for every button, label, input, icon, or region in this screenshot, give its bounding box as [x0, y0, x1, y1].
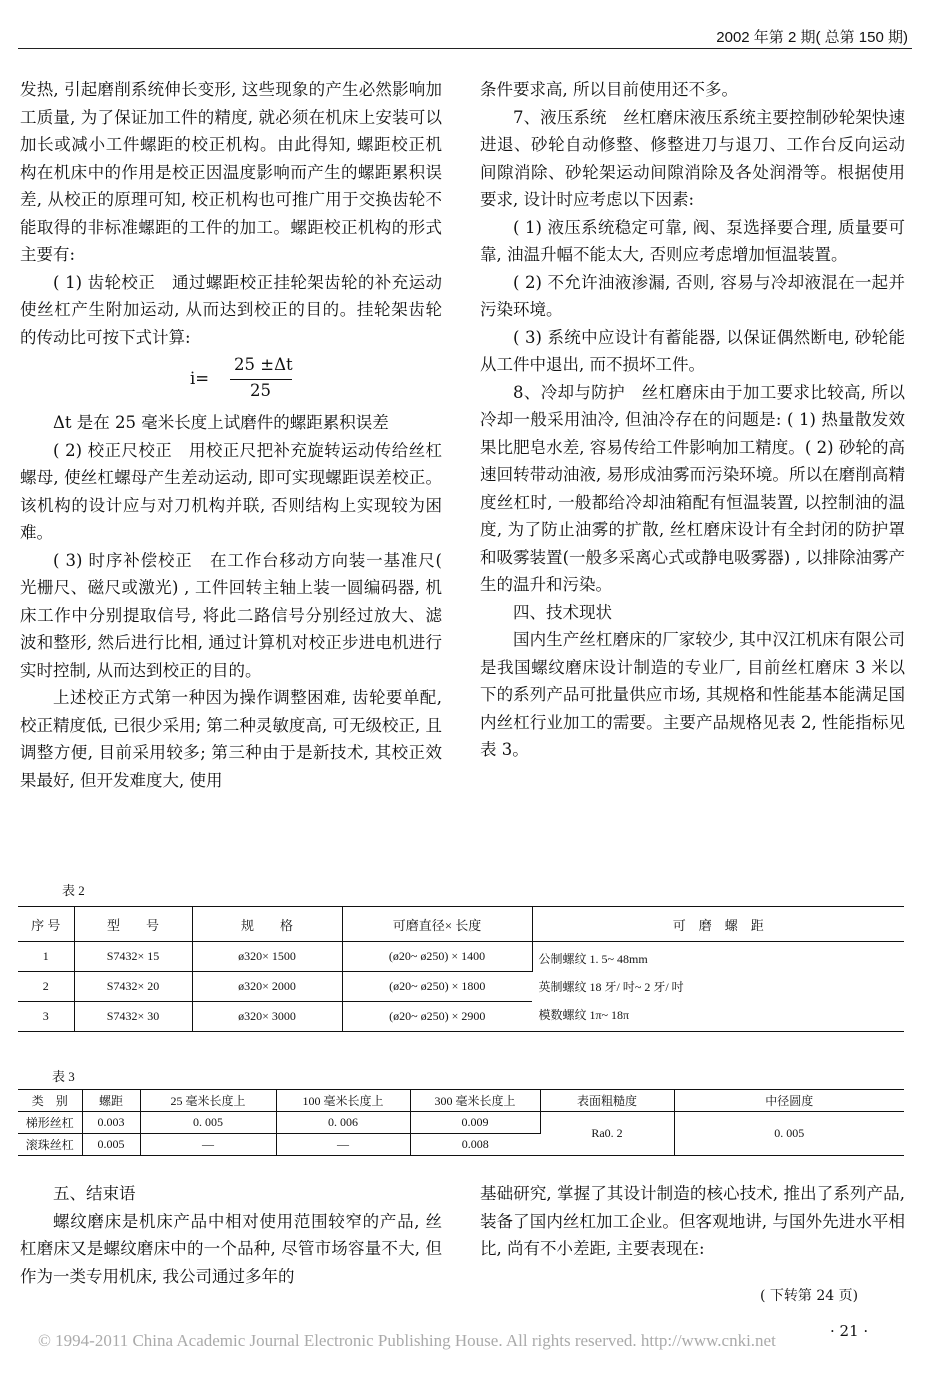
continued-note: ( 下转第 24 页)	[760, 1288, 859, 1304]
page-header	[18, 22, 912, 49]
paragraph: ( 2) 不允许油液渗漏, 否则, 容易与冷却液混在一起并污染环境。	[480, 272, 905, 319]
table-cell: 0.009	[410, 1112, 540, 1134]
column-header: 型 号	[74, 907, 192, 942]
table-cell: 0. 005	[140, 1112, 276, 1134]
table-row	[18, 942, 904, 972]
paragraph: ( 1) 液压系统稳定可靠, 阀、泵选择要合理, 质量要可靠, 油温升幅不能太大, 否则应考虑增加恒温装置。	[480, 217, 905, 264]
table-row	[18, 1112, 904, 1134]
table-cell: 梯形丝杠	[18, 1112, 82, 1134]
table-header-row	[18, 1090, 904, 1112]
page-number: · 21 ·	[830, 1322, 869, 1340]
table-cell: ø320× 3000	[192, 1002, 342, 1032]
table-cell: 0.003	[82, 1112, 140, 1134]
conclusion-column	[20, 1180, 442, 1290]
table-header-row	[18, 907, 904, 942]
formula-lhs: i=	[190, 369, 210, 388]
issue-label: 2002 年第 2 期( 总第 150 期)	[716, 29, 908, 46]
table-cell: S7432× 20	[74, 972, 192, 1002]
column-header: 100 毫米长度上	[276, 1090, 410, 1112]
table2-caption: 表 2	[62, 883, 85, 898]
table-cell: (ø20~ ø250) × 1400	[342, 942, 532, 972]
column-header: 300 毫米长度上	[410, 1090, 540, 1112]
column-header: 中径圆度	[674, 1090, 904, 1112]
table-3	[18, 1089, 904, 1156]
paragraph: 8、冷却与防护 丝杠磨床由于加工要求比较高, 所以冷却一般采用油冷, 但油冷存在的问题是: ( 1) 热量散发效果比肥皂水差, 容易传给工件影响加工精度。( 2) 砂轮的高速回转带动油液, 易形成油雾而污染环境。所以在磨削高精度丝杠时, 一般都给冷却油箱配有恒温装置, 以控制油的温度, 为了防止油雾的扩散, 丝杠磨床设计有全封闭的防护罩和吸雾装置(一般多采离心式或静电吸雾器) , 以排除油雾产生的温升和污染。	[480, 382, 905, 594]
roundness-cell: 0. 005	[674, 1112, 904, 1156]
right-column	[480, 76, 905, 764]
table-cell: —	[276, 1134, 410, 1156]
table-cell: 滚珠丝杠	[18, 1134, 82, 1156]
paragraph: 上述校正方式第一种因为操作调整困难, 齿轮要单配, 校正精度低, 已很少采用; 第二种灵敏度高, 可无级校正, 且调整方便, 目前采用较多; 第三种由于是新技术, 其校正效果最好, 但开发难度大, 使用	[20, 688, 442, 790]
paragraph: 条件要求高, 所以目前使用还不多。	[480, 80, 738, 99]
copyright-watermark: © 1994-2011 China Academic Journal Electronic Publishing House. All rights reserved. http://www.cnki.net	[38, 1331, 776, 1350]
table-2	[18, 906, 904, 1032]
paragraph: 基础研究, 掌握了其设计制造的核心技术, 推出了系列产品, 装备了国内丝杠加工企业。但客观地讲, 与国外先进水平相比, 尚有不小差距, 主要表现在:	[480, 1184, 905, 1258]
section-heading: 四、技术现状	[513, 602, 612, 622]
paragraph: Δt 是在 25 毫米长度上试磨件的螺距累积误差	[53, 413, 389, 432]
column-header: 25 毫米长度上	[140, 1090, 276, 1112]
paragraph: 螺纹磨床是机床产品中相对使用范围较窄的产品, 丝杠磨床又是螺纹磨床中的一个品种, 尽管市场容量不大, 但作为一类专用机床, 我公司通过多年的	[20, 1211, 442, 1286]
table-cell: 0.005	[82, 1134, 140, 1156]
pitch-cell	[532, 942, 904, 1032]
table-cell: S7432× 30	[74, 1002, 192, 1032]
column-header: 规 格	[192, 907, 342, 942]
paragraph: ( 3) 时序补偿校正 在工作台移动方向装一基准尺( 光栅尺、磁尺或激光) , 工件回转主轴上装一圆编码器, 机床工作中分别提取信号, 将此二路信号分别经过放大、滤波和整形, 然后进行比相, 通过计算机对校正步进电机进行实时控制, 从而达到校正的目的。	[20, 550, 442, 680]
table-cell: (ø20~ ø250) × 2900	[342, 1002, 532, 1032]
paragraph: ( 2) 校正尺校正 用校正尺把补充旋转运动传给丝杠螺母, 使丝杠螺母产生差动运动, 即可实现螺距误差校正。该机构的设计应与对刀机构并联, 否则结构上实现较为困难。	[20, 440, 442, 542]
left-column	[20, 76, 442, 794]
pitch-line: 公制螺纹 1. 5~ 48mm	[538, 951, 648, 966]
paragraph: ( 3) 系统中应设计有蓄能器, 以保证偶然断电, 砂轮能从工件中退出, 而不损坏工件。	[480, 327, 905, 374]
table-cell: 1	[18, 942, 74, 972]
paragraph: 发热, 引起磨削系统伸长变形, 这些现象的产生必然影响加工质量, 为了保证加工件的精度, 就必须在机床上安装可以加长或减小工件螺距的校正机构。由此得知, 螺距校正机构在机床中的作用是校正因温度影响而产生的螺距累积误差, 从校正的原理可知, 校正机构也可推广用于交换齿轮不能取得的非标准螺距的工件的加工。螺距校正机构的形式主要有:	[20, 80, 442, 264]
table3-caption: 表 3	[52, 1069, 75, 1084]
column-header: 类 别	[18, 1090, 82, 1112]
ratio-formula	[20, 353, 442, 405]
formula-denominator: 25	[250, 381, 271, 400]
conclusion-right-column	[480, 1180, 905, 1263]
formula-numerator: 25 ±Δt	[234, 355, 293, 374]
paragraph: ( 1) 齿轮校正 通过螺距校正挂轮架齿轮的补充运动使丝杠产生附加运动, 从而达到校正的目的。挂轮架齿轮的传动比可按下式计算:	[20, 272, 442, 347]
table-cell: ø320× 2000	[192, 972, 342, 1002]
table-cell: 0.008	[410, 1134, 540, 1156]
pitch-line: 模数螺纹 1π~ 18π	[538, 1007, 630, 1022]
table-cell: (ø20~ ø250) × 1800	[342, 972, 532, 1002]
table-cell: 2	[18, 972, 74, 1002]
table-cell: 0. 006	[276, 1112, 410, 1134]
table-cell: S7432× 15	[74, 942, 192, 972]
column-header: 序 号	[18, 907, 74, 942]
paragraph: 国内生产丝杠磨床的厂家较少, 其中汉江机床有限公司是我国螺纹磨床设计制造的专业厂, 目前丝杠磨床 3 米以下的系列产品可批量供应市场, 其规格和性能基本能满足国内丝杠行业加工的需要。主要产品规格见表 2, 性能指标见表 3。	[480, 630, 905, 759]
column-header: 表面粗糙度	[540, 1090, 674, 1112]
table-cell: ø320× 1500	[192, 942, 342, 972]
section-heading: 五、结束语	[53, 1184, 136, 1203]
pitch-line: 英制螺纹 18 牙/ 吋~ 2 牙/ 吋	[538, 979, 684, 994]
table-cell: —	[140, 1134, 276, 1156]
roughness-cell: Ra0. 2	[540, 1112, 674, 1156]
paragraph: 7、液压系统 丝杠磨床液压系统主要控制砂轮架快速进退、砂轮自动修整、修整进刀与退刀、工作台反向运动间隙消除、砂轮架运动间隙消除及各处润滑等。根据使用要求, 设计时应考虑以下因素:	[480, 107, 905, 209]
table-cell: 3	[18, 1002, 74, 1032]
column-header: 可磨直径× 长度	[342, 907, 532, 942]
column-header: 螺距	[82, 1090, 140, 1112]
column-header: 可 磨 螺 距	[532, 907, 904, 942]
